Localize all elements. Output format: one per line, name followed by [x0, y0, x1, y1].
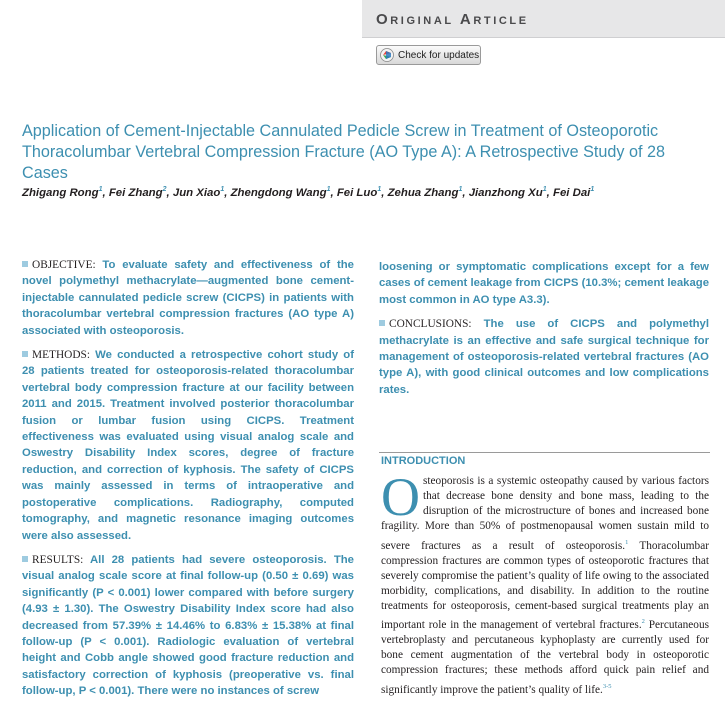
- objective-heading: OBJECTIVE:: [32, 259, 96, 271]
- author-list: Zhigang Rong$^1$, Fei Zhang$^2$, Jun Xiao$^1$, Zhengdong Wang$^1$, Fei Luo$^1$, Zehua Zhang$^1$, Jianzhong Xu$^1$, Fei Dai$^1$: [22, 186, 595, 199]
- abstract-conclusions: [379, 316, 709, 398]
- author-affiliation: 2: [162, 186, 167, 193]
- section-label: Original Article: [376, 11, 529, 28]
- author-affiliation: 1: [377, 186, 382, 193]
- check-for-updates-button[interactable]: [376, 45, 481, 65]
- author-affiliation: 1: [98, 186, 103, 193]
- author-affiliation: 1: [542, 186, 547, 193]
- author-affiliation: 1: [326, 186, 331, 193]
- section-bullet-icon: [22, 351, 28, 357]
- methods-heading: METHODS:: [32, 349, 90, 362]
- introduction-text: Thoracolumbar compression fractures are common types of osteoporotic fractures that severely compromise the patient’s quality of life owing to the associated morbidity, complications, and disability. In addition to the routine treatments for osteoporosis, cement-based surgical treatments play an important role in the management of vertebral fractures.: [381, 539, 709, 631]
- abstract-objective: [22, 257, 354, 339]
- section-bullet-icon: [379, 320, 385, 326]
- citation-ref: 1: [625, 538, 629, 546]
- citation-ref: 2: [641, 618, 645, 626]
- introduction-body: [381, 467, 709, 697]
- conclusions-heading: CONCLUSIONS:: [389, 318, 472, 331]
- abstract-results: [22, 552, 354, 700]
- abstract-methods: [22, 347, 354, 544]
- author: Zhigang Rong: [22, 186, 99, 199]
- section-bullet-icon: [22, 556, 28, 562]
- conclusions-text: The use of CICPS and polymethyl methacrylate is an effective and safe surgical technique for management of osteoporosis-related vertebral fractures (AO type A), with good clinical outcomes and low complications rates.: [379, 318, 709, 396]
- author: Fei Luo: [336, 186, 378, 199]
- article-title: Application of Cement-Injectable Cannulated Pedicle Screw in Treatment of Osteoporotic Thoracolumbar Vertebral Compression Fracture (AO Type A): A Retrospective Study of 28 Cases: [22, 122, 665, 182]
- abstract-left-column: [22, 257, 354, 708]
- author: Zhengdong Wang: [230, 186, 327, 199]
- section-divider: [379, 452, 710, 453]
- introduction-text: steoporosis is a systemic osteopathy caused by various factors that decrease bone density and bone mass, leading to the disruption of the microstructure of bones and increased bone fragility. More than 50% of postmenopausal women sustain mild to severe fractures as a result of osteoporosis.: [381, 475, 709, 552]
- results-continued: loosening or symptomatic complications except for a few cases of cement leakage from CICPS (10.3%; cement leakage most common in AO type A3.3).: [379, 261, 709, 306]
- author-affiliation: 1: [220, 186, 225, 193]
- abstract-right-column: [379, 259, 709, 406]
- section-header-band: [362, 0, 725, 38]
- introduction-text: Percutaneous vertebroplasty and percutaneous kyphoplasty are currently used for bone cement augmentation of the vertebral body in osteoporotic compression fractures; these methods afford quick pain relief and significantly improve the patient’s quality of life.: [381, 618, 709, 696]
- author: Fei Dai: [552, 186, 591, 199]
- citation-ref: 3-5: [602, 682, 612, 690]
- author: Jianzhong Xu: [468, 186, 543, 199]
- results-heading: RESULTS:: [32, 553, 84, 566]
- section-bullet-icon: [22, 261, 28, 267]
- introduction-heading: INTRODUCTION: [381, 455, 466, 467]
- drop-cap: O: [381, 467, 420, 527]
- author: Jun Xiao: [172, 186, 221, 199]
- author: Zehua Zhang: [387, 186, 459, 199]
- author: Fei Zhang: [108, 186, 163, 199]
- author-affiliation: 1: [458, 186, 463, 193]
- objective-text: To evaluate safety and effectiveness of the novel polymethyl methacrylate—augmented bone cement-injectable cannulated pedicle screw (CICPS) in patients with thoracolumbar vertebral compression fractures (AO type A) associated with osteoporosis.: [22, 259, 354, 337]
- crossmark-icon: [380, 48, 394, 62]
- methods-text: We conducted a retrospective cohort study of 28 patients treated for osteoporosis-related thoracolumbar vertebral body compression fracture at our facility between 2011 and 2015. Treatment involved posterior thoracolumbar fusion or lumbar fusion using CICPS. Treatment effectiveness was evaluated using visual analog scale and Oswestry Disability Index scores, degree of fracture reduction, and correction of kyphosis. The safety of CICPS was mainly assessed in terms of intraoperative and postoperative complications. Radiography, computed tomography, and magnetic resonance imaging outcomes were also assessed.: [22, 349, 354, 542]
- results-text: All 28 patients had severe osteoporosis. The visual analog scale score at final follow-up (0.50 ± 0.69) was significantly (P < 0.001) lower compared with before surgery (4.93 ± 1.30). The Oswestry Disability Index score had also decreased from 57.39% ± 14.46% to 6.83% ± 15.38% at final follow-up (P < 0.001). Radiologic evaluation of vertebral height and Cobb angle showed good fracture reduction and satisfactory correction of kyphosis (preoperative vs. final follow-up, P < 0.001). There were no instances of screw: [22, 553, 354, 698]
- check-for-updates-label: Check for updates: [398, 49, 480, 61]
- author-affiliation: 1: [590, 186, 595, 193]
